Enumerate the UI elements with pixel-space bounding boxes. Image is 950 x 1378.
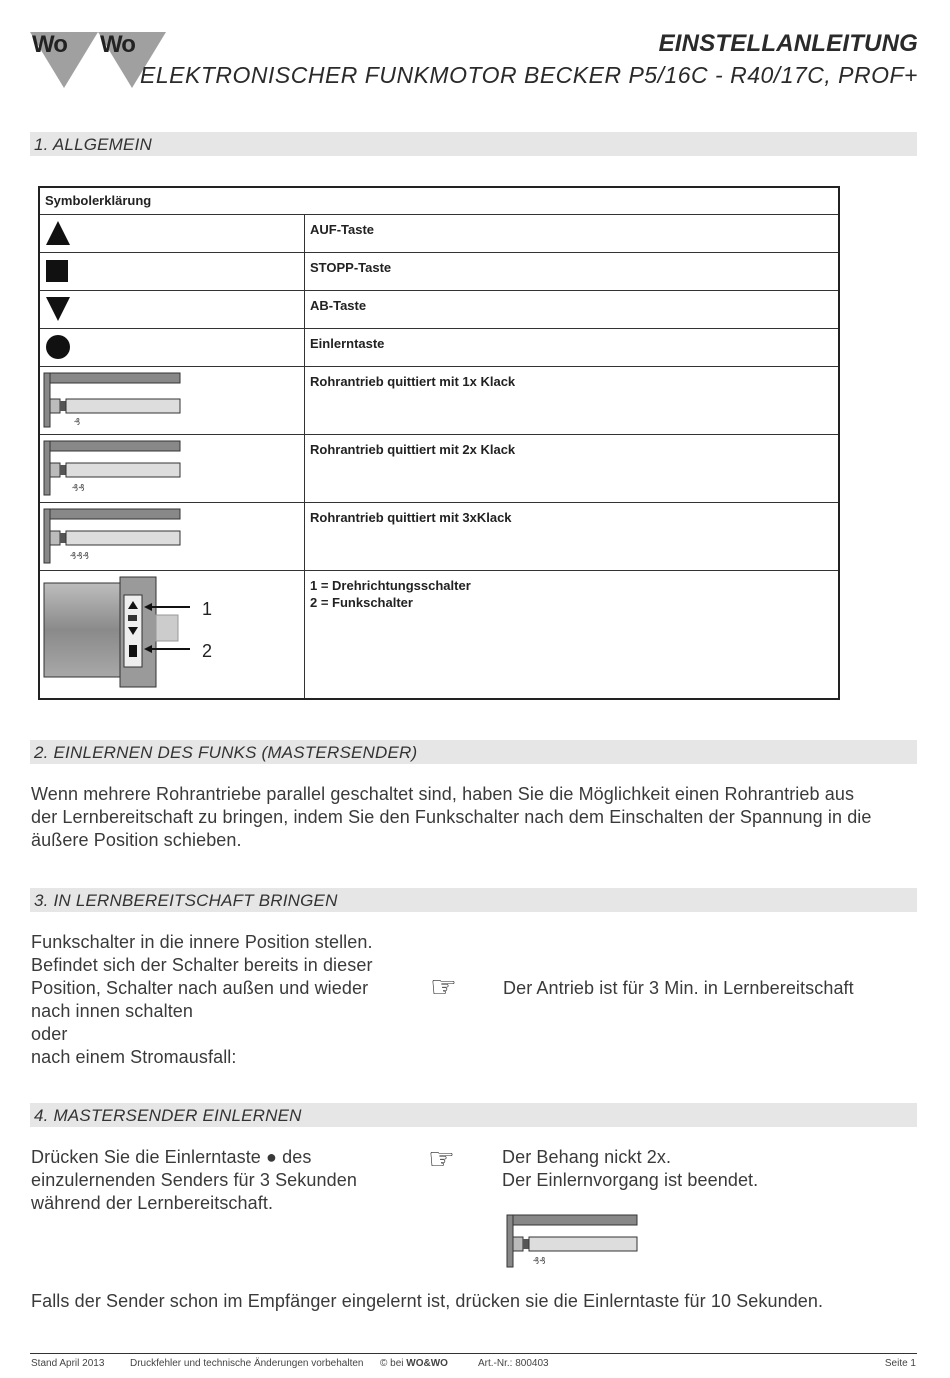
symbol-label: AUF-Taste bbox=[305, 215, 840, 253]
section-title: 4. MASTERSENDER EINLERNEN bbox=[34, 1106, 302, 1125]
footer-stand: Stand April 2013 bbox=[31, 1358, 105, 1369]
paragraph-line: Wenn mehrere Rohrantriebe parallel geschaltet sind, haben Sie die Möglichkeit einen Rohrantrieb aus bbox=[31, 784, 855, 804]
symbol-cell bbox=[39, 571, 305, 699]
motor-head-icon bbox=[40, 571, 260, 695]
section-bar-einlernen bbox=[30, 740, 917, 764]
symbol-label: STOPP-Taste bbox=[305, 253, 840, 291]
copyright-prefix: © bei bbox=[380, 1358, 404, 1369]
symbol-label: Rohrantrieb quittiert mit 3xKlack bbox=[305, 503, 840, 571]
document-title: EINSTELLANLEITUNG bbox=[658, 30, 918, 57]
motor-click-1-icon bbox=[40, 367, 190, 431]
paragraph-line: der Lernbereitschaft zu bringen, indem Sie den Funkschalter nach dem Einschalten der Spannung in die bbox=[31, 807, 872, 827]
instruction-line: oder bbox=[31, 1024, 68, 1044]
symbol-label: Rohrantrieb quittiert mit 2x Klack bbox=[305, 435, 840, 503]
symbol-cell bbox=[39, 367, 305, 435]
section-title: 1. ALLGEMEIN bbox=[34, 135, 152, 154]
symbol-table-header: Symbolerklärung bbox=[39, 187, 839, 215]
document-subtitle: ELEKTRONISCHER FUNKMOTOR BECKER P5/16C - R40/17C, PROF+ bbox=[140, 62, 918, 88]
section-bar-allgemein bbox=[30, 132, 917, 156]
svg-text:₰: ₰ bbox=[74, 417, 81, 428]
triangle-up-icon bbox=[40, 215, 80, 251]
copyright-brand: WO&WO bbox=[406, 1358, 448, 1369]
svg-text:₰₰: ₰₰ bbox=[72, 483, 85, 494]
symbol-cell bbox=[39, 435, 305, 503]
section3-result: Der Antrieb ist für 3 Min. in Lernbereitschaft bbox=[503, 978, 854, 998]
square-stop-icon bbox=[40, 253, 80, 289]
section-bar-mastersender bbox=[30, 1103, 917, 1127]
section3-instructions bbox=[31, 931, 411, 1069]
section2-paragraph bbox=[31, 783, 921, 852]
symbol-cell bbox=[39, 291, 305, 329]
symbol-label: Einlerntaste bbox=[305, 329, 840, 367]
symbol-label: Rohrantrieb quittiert mit 1x Klack bbox=[305, 367, 840, 435]
instruction-line: nach einem Stromausfall: bbox=[31, 1047, 237, 1067]
section4-note: Falls der Sender schon im Empfänger eingelernt ist, drücken sie die Einlerntaste für 10 Sekunden. bbox=[31, 1291, 824, 1311]
footer-divider bbox=[30, 1353, 917, 1354]
instruction-line: Position, Schalter nach außen und wieder bbox=[31, 978, 369, 998]
paragraph-line: äußere Position schieben. bbox=[31, 830, 242, 850]
section-title: 2. EINLERNEN DES FUNKS (MASTERSENDER) bbox=[34, 743, 418, 762]
instruction-line: Drücken Sie die Einlerntaste ● des bbox=[31, 1147, 312, 1167]
section4-instructions bbox=[31, 1146, 411, 1215]
pointing-hand-icon: ☞ bbox=[430, 970, 457, 1005]
svg-text:Wo: Wo bbox=[100, 32, 135, 58]
section-bar-lernbereitschaft bbox=[30, 888, 917, 912]
footer-page-number: Seite 1 bbox=[884, 1358, 916, 1369]
result-line: Der Einlernvorgang ist beendet. bbox=[502, 1170, 759, 1190]
symbol-cell bbox=[39, 215, 305, 253]
footer-disclaimer: Druckfehler und technische Änderungen vorbehalten bbox=[130, 1358, 364, 1369]
motor-click-2-icon bbox=[505, 1212, 645, 1270]
footer-article-number: Art.-Nr.: 800403 bbox=[478, 1358, 549, 1369]
result-line: Der Behang nickt 2x. bbox=[502, 1147, 672, 1167]
instruction-line: Befindet sich der Schalter bereits in dieser bbox=[31, 955, 373, 975]
instruction-line: Funkschalter in die innere Position stellen. bbox=[31, 932, 373, 952]
section-title: 3. IN LERNBEREITSCHAFT BRINGEN bbox=[34, 891, 338, 910]
legend-line-2: 2 = Funkschalter bbox=[310, 595, 413, 610]
motor-click-2-icon bbox=[40, 435, 190, 499]
symbol-label-legend bbox=[305, 571, 840, 699]
svg-text:₰₰: ₰₰ bbox=[533, 1256, 546, 1267]
circle-learn-icon bbox=[40, 329, 80, 365]
section4-result bbox=[502, 1146, 922, 1192]
symbol-cell bbox=[39, 503, 305, 571]
symbol-label: AB-Taste bbox=[305, 291, 840, 329]
pointing-hand-icon: ☞ bbox=[428, 1142, 455, 1177]
callout-1: 1 bbox=[202, 599, 213, 619]
motor-click-3-icon bbox=[40, 503, 190, 567]
callout-2: 2 bbox=[202, 641, 213, 661]
symbol-cell bbox=[39, 253, 305, 291]
legend-line-1: 1 = Drehrichtungsschalter bbox=[310, 578, 471, 593]
symbol-table bbox=[38, 186, 840, 700]
instruction-line: während der Lernbereitschaft. bbox=[31, 1193, 274, 1213]
svg-text:₰₰₰: ₰₰₰ bbox=[70, 551, 90, 562]
footer-copyright bbox=[380, 1358, 448, 1369]
triangle-down-icon bbox=[40, 291, 80, 327]
instruction-line: einzulernenden Senders für 3 Sekunden bbox=[31, 1170, 357, 1190]
svg-text:Wo: Wo bbox=[32, 32, 67, 58]
instruction-line: nach innen schalten bbox=[31, 1001, 194, 1021]
symbol-cell bbox=[39, 329, 305, 367]
